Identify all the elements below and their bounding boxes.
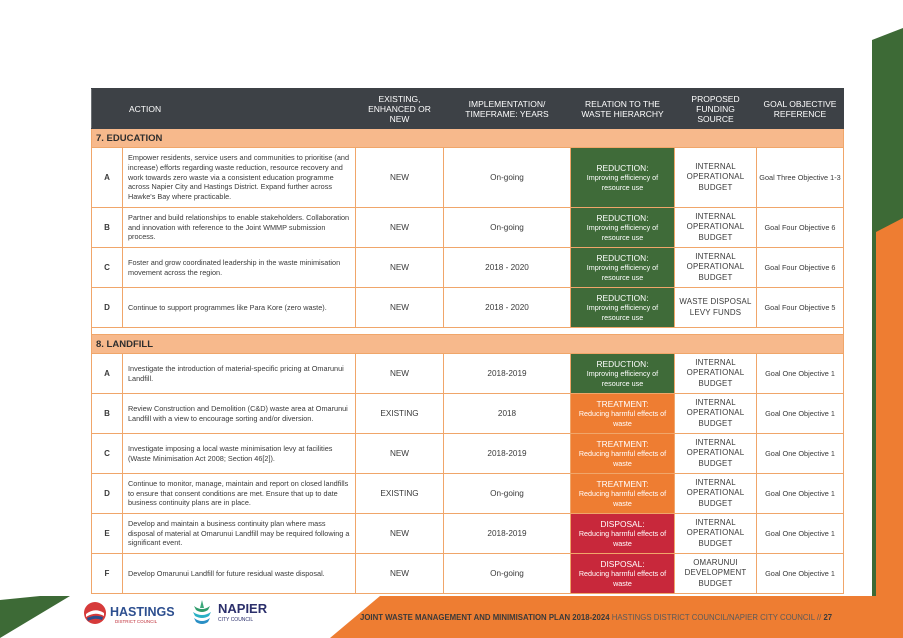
table-row (92, 474, 844, 514)
hastings-logo (82, 598, 182, 630)
row-goal: Goal One Objective 1 (757, 554, 844, 594)
row-timeframe: On-going (444, 554, 571, 594)
hierarchy-title: TREATMENT: (596, 398, 649, 409)
napier-name: NAPIER (218, 601, 268, 616)
table-row (92, 434, 844, 474)
green-bottom-left-shape (0, 596, 70, 638)
row-goal: Goal One Objective 1 (757, 434, 844, 474)
row-status: EXISTING (356, 394, 444, 434)
row-action: Empower residents, service users and communities to prioritise (and increase) efforts regarding waste reduction, resource recovery and work towards zero waste via a consistent education programme across Napier City and Hastings District. Expand further across Hawke's Bay where practicable. (123, 148, 356, 208)
hastings-sub: DISTRICT COUNCIL (115, 619, 158, 624)
row-action: Partner and build relationships to enable stakeholders. Collaboration and innovation with reference to the Joint WMMP submission process. (123, 208, 356, 248)
hierarchy-title: REDUCTION: (596, 212, 649, 223)
row-action: Continue to support programmes like Para Kore (zero waste). (123, 288, 356, 328)
row-goal: Goal Three Objective 1-3 (757, 148, 844, 208)
row-goal: Goal One Objective 1 (757, 394, 844, 434)
row-status: NEW (356, 514, 444, 554)
table-row (92, 554, 844, 594)
hierarchy-subtitle: Improving efficiency of resource use (586, 172, 659, 192)
napier-fern-icon (193, 600, 211, 624)
row-timeframe: On-going (444, 474, 571, 514)
row-timeframe: 2018 - 2020 (444, 248, 571, 288)
hierarchy-subtitle: Reducing harmful effects of waste (578, 528, 667, 548)
table-row (92, 288, 844, 328)
hierarchy-title: DISPOSAL: (600, 518, 645, 529)
row-funding: INTERNAL OPERATIONAL BUDGET (675, 248, 757, 288)
row-goal: Goal Four Objective 6 (757, 208, 844, 248)
hierarchy-subtitle: Improving efficiency of resource use (586, 368, 659, 388)
header-existing: EXISTING, ENHANCED OR NEW (356, 89, 444, 129)
row-action: Foster and grow coordinated leadership in the waste minimisation movement across the region. (123, 248, 356, 288)
hierarchy-subtitle: Improving efficiency of resource use (586, 302, 659, 322)
napier-logo (190, 598, 280, 630)
row-code: D (92, 288, 123, 328)
hierarchy-subtitle: Reducing harmful effects of waste (578, 488, 667, 508)
row-status: NEW (356, 248, 444, 288)
header-implementation: IMPLEMENTATION/ TIMEFRAME: YEARS (444, 89, 571, 129)
row-funding: WASTE DISPOSAL LEVY FUNDS (675, 288, 757, 328)
row-code: D (92, 474, 123, 514)
hierarchy-subtitle: Reducing harmful effects of waste (578, 448, 667, 468)
row-action: Review Construction and Demolition (C&D) waste area at Omarunui Landfill with a view to encourage sorting and/or diversion. (123, 394, 356, 434)
row-timeframe: 2018 - 2020 (444, 288, 571, 328)
hierarchy-title: TREATMENT: (596, 478, 649, 489)
row-status: NEW (356, 208, 444, 248)
row-timeframe: 2018 (444, 394, 571, 434)
row-funding: INTERNAL OPERATIONAL BUDGET (675, 434, 757, 474)
table-row (92, 394, 844, 434)
row-goal: Goal One Objective 1 (757, 514, 844, 554)
header-relation: RELATION TO THE WASTE HIERARCHY (571, 89, 675, 129)
header-code (92, 89, 123, 129)
row-code: E (92, 514, 123, 554)
row-timeframe: On-going (444, 148, 571, 208)
napier-sub: CITY COUNCIL (218, 617, 254, 623)
table-row (92, 354, 844, 394)
footer-councils: HASTINGS DISTRICT COUNCIL/NAPIER CITY COUNCIL (611, 613, 815, 622)
row-goal: Goal Four Objective 5 (757, 288, 844, 328)
row-action: Investigate the introduction of material-specific pricing at Omarunui Landfill. (123, 354, 356, 394)
hastings-name: HASTINGS (110, 605, 175, 619)
row-goal: Goal One Objective 1 (757, 354, 844, 394)
row-code: A (92, 148, 123, 208)
section-gap (92, 328, 844, 335)
section-title: 7. EDUCATION (92, 129, 844, 148)
table-row (92, 148, 844, 208)
waste-plan-table (91, 88, 844, 594)
footer-text (360, 613, 832, 622)
row-funding: OMARUNUI DEVELOPMENT BUDGET (675, 554, 757, 594)
row-hierarchy (571, 434, 675, 474)
row-code: B (92, 394, 123, 434)
row-action: Investigate imposing a local waste minimisation levy at facilities (Waste Minimisation Act 2008; Section 46[2]). (123, 434, 356, 474)
hierarchy-subtitle: Improving efficiency of resource use (586, 262, 659, 282)
row-funding: INTERNAL OPERATIONAL BUDGET (675, 474, 757, 514)
row-code: F (92, 554, 123, 594)
row-timeframe: 2018-2019 (444, 514, 571, 554)
row-hierarchy (571, 394, 675, 434)
header-goal: GOAL OBJECTIVE REFERENCE (757, 89, 844, 129)
table-header-row (92, 89, 844, 129)
table-row (92, 208, 844, 248)
table-row (92, 514, 844, 554)
row-funding: INTERNAL OPERATIONAL BUDGET (675, 354, 757, 394)
hierarchy-subtitle: Reducing harmful effects of waste (578, 568, 667, 588)
row-status: EXISTING (356, 474, 444, 514)
row-action: Continue to monitor, manage, maintain and report on closed landfills to ensure that consent conditions are met. Ensure that up to date business continuity plans are in place. (123, 474, 356, 514)
page-number: 27 (823, 613, 833, 622)
header-funding: PROPOSED FUNDING SOURCE (675, 89, 757, 129)
row-code: C (92, 248, 123, 288)
row-timeframe: 2018-2019 (444, 354, 571, 394)
row-funding: INTERNAL OPERATIONAL BUDGET (675, 514, 757, 554)
hierarchy-title: REDUCTION: (596, 162, 649, 173)
header-action: ACTION (123, 89, 356, 129)
row-hierarchy (571, 148, 675, 208)
row-code: B (92, 208, 123, 248)
row-action: Develop Omarunui Landfill for future residual waste disposal. (123, 554, 356, 594)
section-gap-cell (92, 328, 844, 335)
hierarchy-title: REDUCTION: (596, 292, 649, 303)
row-funding: INTERNAL OPERATIONAL BUDGET (675, 208, 757, 248)
table-row (92, 248, 844, 288)
row-timeframe: 2018-2019 (444, 434, 571, 474)
hierarchy-title: REDUCTION: (596, 252, 649, 263)
orange-band-shape (876, 218, 903, 638)
row-hierarchy (571, 514, 675, 554)
row-funding: INTERNAL OPERATIONAL BUDGET (675, 394, 757, 434)
section-header-row (92, 335, 844, 354)
row-hierarchy (571, 208, 675, 248)
hierarchy-title: DISPOSAL: (600, 558, 645, 569)
row-code: A (92, 354, 123, 394)
row-status: NEW (356, 148, 444, 208)
hierarchy-title: TREATMENT: (596, 438, 649, 449)
row-code: C (92, 434, 123, 474)
footer-plan-title: JOINT WASTE MANAGEMENT AND MINIMISATION PLAN 2018-2024 (360, 613, 610, 622)
row-goal: Goal Four Objective 6 (757, 248, 844, 288)
row-hierarchy (571, 354, 675, 394)
row-timeframe: On-going (444, 208, 571, 248)
section-header-row (92, 129, 844, 148)
section-title: 8. LANDFILL (92, 335, 844, 354)
hierarchy-subtitle: Improving efficiency of resource use (586, 222, 659, 242)
row-action: Develop and maintain a business continuity plan where mass disposal of material at Omarunui Landfill may be required following a significant event. (123, 514, 356, 554)
row-hierarchy (571, 554, 675, 594)
row-hierarchy (571, 474, 675, 514)
row-hierarchy (571, 248, 675, 288)
row-goal: Goal One Objective 1 (757, 474, 844, 514)
row-status: NEW (356, 354, 444, 394)
row-status: NEW (356, 288, 444, 328)
hierarchy-subtitle: Reducing harmful effects of waste (578, 408, 667, 428)
hierarchy-title: REDUCTION: (596, 358, 649, 369)
row-status: NEW (356, 434, 444, 474)
row-funding: INTERNAL OPERATIONAL BUDGET (675, 148, 757, 208)
row-status: NEW (356, 554, 444, 594)
row-hierarchy (571, 288, 675, 328)
footer-separator: // (816, 613, 822, 622)
